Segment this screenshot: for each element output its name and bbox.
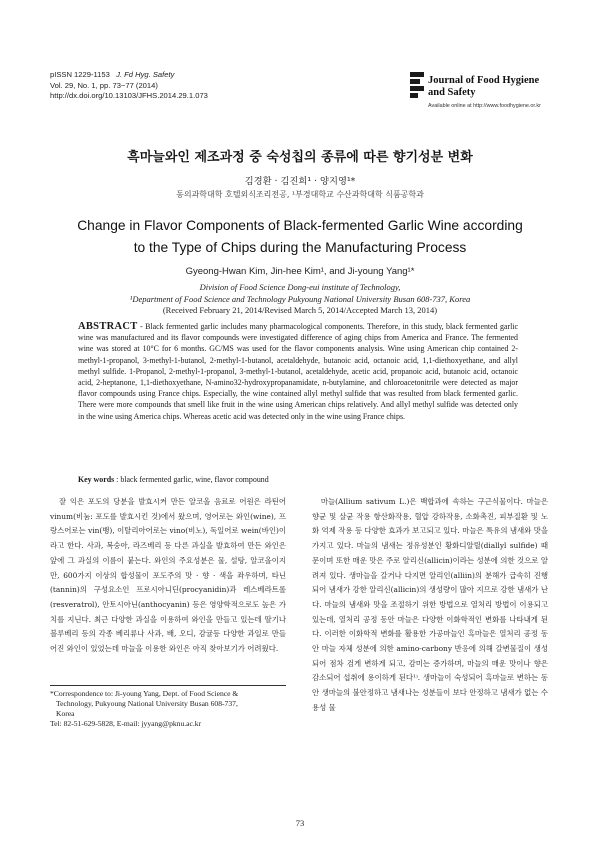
abstract-label: ABSTRACT — [78, 321, 138, 332]
title-korean: 흑마늘와인 제조과정 중 숙성칩의 종류에 따른 향기성분 변화 — [127, 150, 473, 165]
correspondence-footnote: *Correspondence to: Ji-young Yang, Dept. of Food Science & Technology, Pukyoung National University Busan 608-737, Korea Tel: 82-51-629-5828, E-mail: jyyang@pknu.ac.kr — [50, 689, 239, 728]
journal-abbrev: J. Fd Hyg. Safety — [116, 70, 175, 79]
keywords-text: : black fermented garlic, wine, flavor compound — [116, 475, 269, 484]
header-meta — [50, 70, 208, 102]
footnote-divider — [50, 685, 286, 686]
body-column-right — [312, 495, 548, 795]
received-dates: (Received February 21, 2014/Revised March 5, 2014/Accepted March 13, 2014) — [162, 305, 438, 315]
title-english: Change in Flavor Components of Black-fermented Garlic Wine according to the Type of Chips during the Manufacturing Process — [77, 218, 523, 255]
abstract — [78, 321, 518, 422]
journal-name: Journal of Food Hygiene and Safety — [428, 75, 540, 98]
journal-logo — [410, 72, 562, 112]
issn-line — [50, 70, 208, 81]
keywords-label: Key words — [78, 475, 115, 484]
affiliation-korean: 동의과학대학 호텔외식조리전공, ¹부경대학교 수산과학대학 식품공학과 — [176, 190, 424, 199]
body-paragraph: 마늘(Allium sativum L.)은 백합과에 속하는 구근식물이다. 마늘은 향균 및 살균 작용 항산화작용, 혈압 강하작용, 소화촉진, 피부질환 및 노화 억제 작용 등 다양한 효과가 보고되고 있다. 마늘은 특유의 냄새와 맛을 가지고 있다. 마늘의 냄새는 정유성분인 황화디알릴(diallyl sulfide) 때문이며 또한 매운 맛은 주로 알리신(allicin)이라는 성분에 의한 것으로 알려져 있다. 생마늘을 갈거나 다지면 알리인(alliin)의 분해가 급속히 진행되어 냄새가 강한 알리신(allicin)의 생성량이 많아 지므로 강한 냄새가 난다. 마늘의 냄새와 맛을 조절하기 위한 방법으로 열처리 방법이 이용되고 있는데, 열처리 공정 동안 마늘은 다양한 이화학적인 변화를 나타내게 된다. 이러한 이화학적 변화를 활용한 가공마늘인 흑마늘은 열처리 공정 동안 마늘 자체 성분에 의한 amino-carbony 반응에 의해 갈변물질이 생성되어 점차 검게 변하게 되고, 감미는 증가하며, 마늘의 매운 맛이나 향은 감소되어 섭취에 용이하게 된다¹⁾. 생마늘이 숙성되어 흑마늘로 변하는 동안 생마늘의 불안정하고 냄새나는 성분들이 보다 안정하고 냄새가 없는 수용성 물 — [312, 497, 548, 712]
abstract-text: - Black fermented garlic includes many pharmacological components. Therefore, in this study, black fermented garlic wine was manufactured and its flavor compounds were investigated difference of aging chips from America and France. The fermented wine was stored at 10°C for 6 months. GC/MS was used for the flavor components analysis. Wine using American chip contained 2-methyl-1-propanol, 3-methyl-1-butanol, 2-methyl-1-butanol, acetaldehyde, butanoic acid, octanoic acid, 1,1-diethoxyethane, and allyl methyl sulfide. 1-Propanol, 2-methyl-1-propanol, 3-methyl-1-butanol, acetaldehyde, acetic acid, propanoic acid, butanoic acid, octanoic acid, 2-heptanone, 1,1-diethoxyethane, N-amino32-hydroxypropanamidate, n-butylamine, and chloroacetonitrile were detected as major flavor compounds using France chips. Especially, the wine contained allyl methyl sulfide that was resulted from black fermented garlic. There were more compounds that smell like fruit in the wine using American chips relatively. And allyl methyl sulfide was detected only in the wine using America chips. Whereas acetic acid was detected only in the wine using France chips. — [78, 322, 518, 421]
authors-korean: 김경환 · 김진희¹ · 양지영¹* — [244, 176, 356, 187]
journal-logo-icon — [410, 72, 424, 100]
affiliation-english: Division of Food Science Dong-eui institute of Technology, ¹Department of Food Science and Technology Pukyoung National University Busan 608-737, Korea — [129, 282, 471, 304]
journal-url[interactable]: Available online at http://www.foodhygiene.or.kr — [428, 103, 541, 109]
body-paragraph: 잘 익은 포도의 당분을 발효시켜 만든 알코올 음료로 어원은 라틴어 vinum(비눔: 포도를 발효시킨 것)에서 왔으며, 영어로는 와인(wine), 프랑스어로는 vin(뱅), 이탈리아어로는 vino(비노), 독일어로 wein(바인)이라고 한다. 사과, 복숭아, 라즈베리 등 다른 과실을 발효하여 만든 와인은 앞에 그 과실의 이름이 붙는다. 와인의 주요성분은 물, 설탕, 알코올이지만, 600가지 이상의 합성물이 포도주의 맛 · 향 · 색을 좌우하며, 타닌(tannin)의 구성요소인 프로시아니딘(procyanidin)과 레스베라트롤(resveratrol), 안토시아닌(anthocyanin) 등은 영양학적으로도 높은 가치를 지닌다. 최근 다양한 과실을 이용하여 와인을 만들고 있는데 딸기나 블루베리 등의 각종 베리류나 사과, 배, 오디, 감귤등 다양한 과일로 만들어진 와인이 있었는데 마늘을 이용한 와인은 아직 찾아보기가 어려웠다. — [50, 497, 286, 654]
authors-english: Gyeong-Hwan Kim, Jin-hee Kim¹, and Ji-young Yang¹* — [185, 266, 415, 277]
keywords — [78, 475, 518, 484]
body-column-left — [50, 495, 286, 685]
doi-link[interactable]: http://dx.doi.org/10.13103/JFHS.2014.29.1.073 — [50, 91, 208, 100]
volume-line: Vol. 29, No. 1, pp. 73~77 (2014) — [50, 80, 158, 90]
page-number: 73 — [295, 818, 305, 828]
issn: pISSN 1229-1153 — [50, 70, 110, 79]
